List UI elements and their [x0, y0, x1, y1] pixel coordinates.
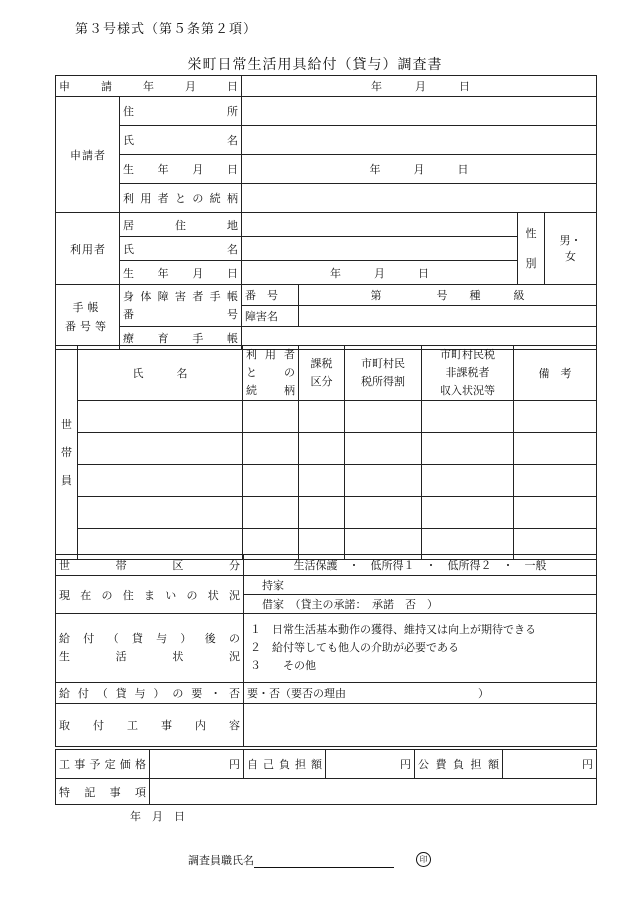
household-cell[interactable]: [78, 433, 243, 465]
construction-label: 取付工事内容: [56, 704, 244, 747]
document-title: 栄町日常生活用具給付（貸与）調査書: [187, 57, 443, 73]
form-number: 第３号様式（第５条第２項）: [75, 22, 258, 37]
user-group-label: 利用者: [56, 213, 120, 285]
household-cell[interactable]: [345, 401, 422, 433]
life-status-line1: 給付（貸与）後の: [59, 632, 240, 645]
relation-header-line1: 利用者: [246, 348, 295, 361]
household-cell[interactable]: [299, 465, 345, 497]
household-cell[interactable]: [78, 401, 243, 433]
household-cell[interactable]: [78, 497, 243, 529]
user-birth-value[interactable]: 年 月 日: [242, 261, 518, 285]
applicant-birth-value[interactable]: 年 月 日: [242, 155, 597, 184]
applicant-birth-label: 生年月日: [120, 155, 242, 184]
application-date-label: 申 請 年 月 日: [56, 76, 242, 97]
user-residence-field[interactable]: [242, 213, 518, 237]
disability-name-label: 障害名: [242, 306, 299, 327]
handbook-group-line1: 手帳: [72, 301, 103, 314]
household-row: [56, 465, 597, 497]
investigator-name-line[interactable]: [254, 855, 394, 868]
ryoiku-handbook-label: 療育手帳: [120, 327, 242, 350]
housing-label: 現在の住まいの状況: [56, 576, 244, 614]
life-option-2[interactable]: ２ 給付等しても他人の介助が必要である: [250, 641, 459, 654]
household-remarks-header: 備 考: [514, 346, 597, 401]
relation-header-line2: との: [246, 366, 295, 379]
household-taxable-header: [299, 346, 345, 401]
household-income-header: [345, 346, 422, 401]
household-cell[interactable]: [514, 465, 597, 497]
applicant-relation-label: 利用者との続柄: [120, 184, 242, 213]
household-cell[interactable]: [422, 497, 514, 529]
seal-mark: 印: [416, 852, 431, 867]
construction-field[interactable]: [244, 704, 597, 747]
household-name-header: 氏 名: [78, 346, 243, 401]
income-header-line2: 税所得割: [361, 375, 405, 388]
relation-header-line3: 続柄: [246, 384, 295, 397]
survey-table: [55, 75, 597, 350]
income-header-line1: 市町村民: [361, 357, 405, 370]
signature-date[interactable]: 年 月 日: [130, 810, 185, 823]
household-cell[interactable]: [299, 497, 345, 529]
investigator-label: 調査員職氏名: [188, 854, 254, 867]
user-name-label: 氏名: [120, 237, 242, 261]
handbook-group-line2: 番号等: [65, 320, 110, 333]
physical-handbook-line2: 番号: [123, 307, 238, 321]
household-cell[interactable]: [345, 497, 422, 529]
applicant-address-field[interactable]: [242, 97, 597, 126]
applicant-name-field[interactable]: [242, 126, 597, 155]
disability-name-field[interactable]: [299, 306, 597, 327]
life-status-options: [244, 614, 597, 683]
nontax-header-line1: 市町村民税: [440, 348, 495, 361]
household-cell[interactable]: [243, 465, 299, 497]
household-group-label: 世帯員: [56, 346, 78, 560]
household-cell[interactable]: [422, 401, 514, 433]
self-cost-label: 自己負担額: [244, 750, 326, 779]
household-cell[interactable]: [345, 465, 422, 497]
application-date-value[interactable]: 年 月 日: [242, 76, 597, 97]
life-option-3[interactable]: ３ その他: [250, 659, 316, 672]
notes-field[interactable]: [150, 779, 597, 805]
household-cell[interactable]: [514, 497, 597, 529]
household-cell[interactable]: [422, 433, 514, 465]
household-class-label: 世帯区分: [56, 555, 244, 576]
housing-own[interactable]: 持家: [244, 576, 597, 595]
planned-cost-label: 工事予定価格: [56, 750, 150, 779]
user-birth-label: 生年月日: [120, 261, 242, 285]
user-sex-label: 性別: [518, 213, 545, 285]
household-cell[interactable]: [422, 465, 514, 497]
life-status-label: [56, 614, 244, 683]
household-cell[interactable]: [243, 497, 299, 529]
applicant-relation-field[interactable]: [242, 184, 597, 213]
household-nontax-header: [422, 346, 514, 401]
cost-table: [55, 749, 597, 805]
household-cell[interactable]: [78, 465, 243, 497]
public-cost-label: 公費負担額: [415, 750, 503, 779]
household-cell[interactable]: [299, 401, 345, 433]
life-option-1[interactable]: １ 日常生活基本動作の獲得、維持又は向上が期待できる: [250, 623, 536, 636]
housing-rent[interactable]: 借家 （貸主の承諾： 承諾 否 ）: [244, 595, 597, 614]
household-cell[interactable]: [243, 401, 299, 433]
user-residence-label: 居住地: [120, 213, 242, 237]
applicant-name-label: 氏名: [120, 126, 242, 155]
household-cell[interactable]: [299, 433, 345, 465]
household-cell[interactable]: [514, 401, 597, 433]
notes-label: 特記事項: [56, 779, 150, 805]
handbook-group-label: [56, 285, 120, 350]
necessity-value[interactable]: 要・否（要否の理由 ）: [244, 683, 597, 704]
nontax-header-line3: 収入状況等: [440, 384, 495, 397]
necessity-label: 給付（貸与）の要・否: [56, 683, 244, 704]
household-cell[interactable]: [345, 433, 422, 465]
nontax-header-line2: 非課税者: [445, 366, 490, 379]
investigator-signature: [188, 852, 394, 868]
planned-cost-field[interactable]: 円: [150, 750, 244, 779]
taxable-header-line2: 区分: [310, 375, 333, 388]
taxable-header-line1: 課税: [310, 357, 333, 370]
physical-handbook-label: [120, 285, 242, 327]
handbook-number-label: 番 号: [242, 285, 299, 306]
user-name-field[interactable]: [242, 237, 518, 261]
self-cost-field[interactable]: 円: [326, 750, 415, 779]
household-cell[interactable]: [514, 433, 597, 465]
household-class-value[interactable]: 生活保護 ・ 低所得１ ・ 低所得２ ・ 一般: [244, 555, 597, 576]
physical-handbook-line1: 身体障害者手帳: [123, 289, 238, 303]
household-row: [56, 497, 597, 529]
household-row: [56, 401, 597, 433]
life-status-line2: 生活状況: [59, 650, 240, 663]
user-sex-value[interactable]: 男・女: [545, 213, 597, 285]
household-cell[interactable]: [243, 433, 299, 465]
household-table: [55, 345, 597, 560]
applicant-address-label: 住所: [120, 97, 242, 126]
status-table: [55, 554, 597, 747]
household-relation-header: [243, 346, 299, 401]
applicant-group-label: 申請者: [56, 97, 120, 213]
handbook-grade-value[interactable]: 第 号 種 級: [299, 285, 597, 306]
public-cost-field[interactable]: 円: [503, 750, 597, 779]
household-row: [56, 433, 597, 465]
